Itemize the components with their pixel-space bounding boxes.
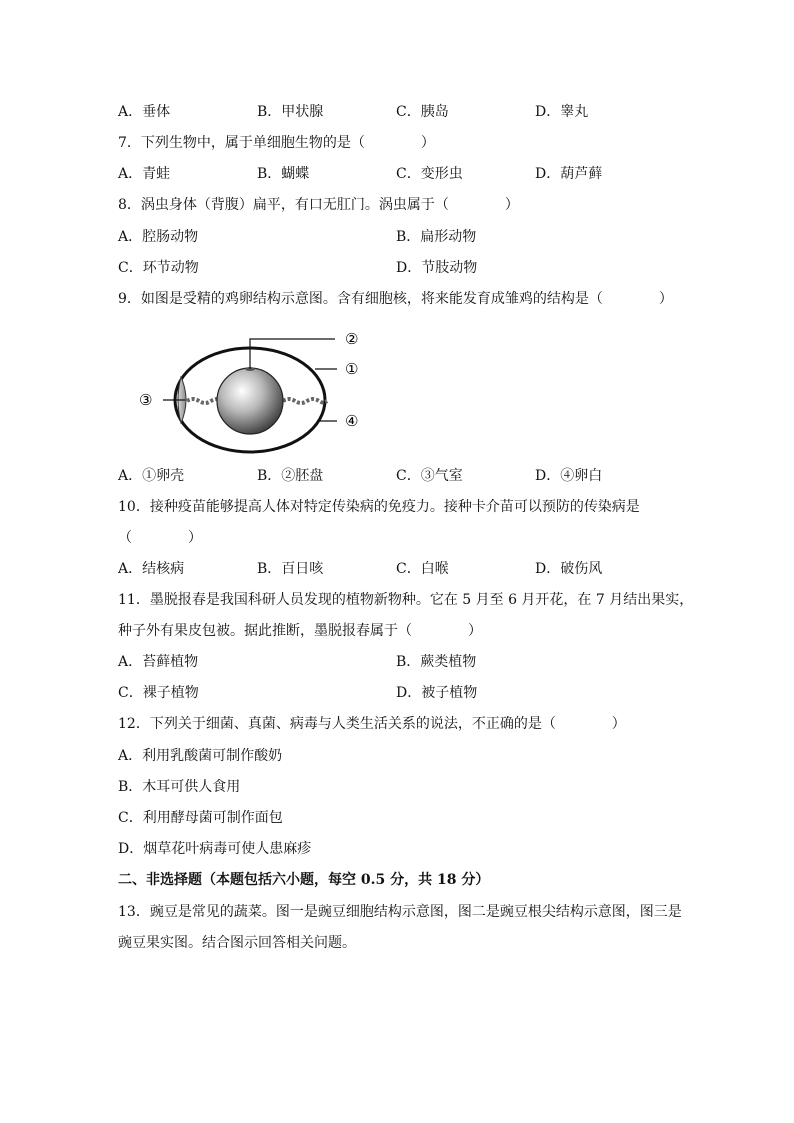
q8-option-d: D．节肢动物 [396, 260, 478, 276]
q10-option-b: B．百日咳 [257, 561, 324, 577]
q7-option-b: B．蝴蝶 [257, 166, 310, 182]
label-3: ③ [139, 391, 153, 409]
q7-option-d: D．葫芦藓 [535, 166, 603, 182]
q8-option-c: C．环节动物 [118, 260, 199, 276]
q9-option-b: B．②胚盘 [257, 468, 324, 484]
q11-stem-cont: 种子外有果皮包被。据此推断，墨脱报春属于（ ） [118, 623, 482, 639]
q12-option-a: A．利用乳酸菌可制作酸奶 [118, 748, 283, 764]
label-1: ① [345, 360, 359, 378]
q12-option-c: C．利用酵母菌可制作面包 [118, 810, 283, 826]
q11-option-d: D．被子植物 [396, 685, 478, 701]
q11-stem: 11．墨脱报春是我国科研人员发现的植物新物种。它在 5 月至 6 月开花，在 7 月结出果实， [118, 592, 694, 608]
q13-stem: 13．豌豆是常见的蔬菜。图一是豌豆细胞结构示意图，图二是豌豆根尖结构示意图，图三是 [118, 904, 682, 920]
q8-option-a: A．腔肠动物 [118, 229, 199, 245]
q10-option-c: C．白喉 [396, 561, 449, 577]
q10-option-d: D．破伤风 [535, 561, 603, 577]
q6-option-b: B．甲状腺 [257, 104, 324, 120]
q9-option-c: C．③气室 [396, 468, 463, 484]
q8-stem: 8．涡虫身体（背腹）扁平，有口无肛门。涡虫属于（ ） [118, 197, 519, 213]
label-2: ② [345, 330, 359, 348]
q12-option-b: B．木耳可供人食用 [118, 779, 241, 795]
q6-option-d: D．睾丸 [535, 104, 589, 120]
q11-option-b: B．蕨类植物 [396, 654, 477, 670]
label-4: ④ [345, 412, 359, 430]
q11-option-a: A．苔藓植物 [118, 654, 199, 670]
q9-stem: 9．如图是受精的鸡卵结构示意图。含有细胞核，将来能发育成雏鸡的结构是（ ） [118, 291, 673, 307]
yolk [217, 368, 283, 434]
q6-option-c: C．胰岛 [396, 104, 449, 120]
q10-stem: 10．接种疫苗能够提高人体对特定传染病的免疫力。接种卡介苗可以预防的传染病是 [118, 499, 640, 515]
q6-option-a: A．垂体 [118, 104, 171, 120]
q9-option-d: D．④卵白 [535, 468, 603, 484]
q8-option-b: B．扁形动物 [396, 229, 477, 245]
section-2-heading: 二、非选择题（本题包括六小题，每空 0.5 分，共 18 分） [118, 872, 490, 888]
q7-option-c: C．变形虫 [396, 166, 463, 182]
chalaza-right [283, 399, 327, 403]
egg-diagram [135, 325, 375, 460]
q12-stem: 12．下列关于细菌、真菌、病毒与人类生活关系的说法，不正确的是（ ） [118, 716, 626, 732]
q11-option-c: C．裸子植物 [118, 685, 199, 701]
q10-option-a: A．结核病 [118, 561, 185, 577]
q7-stem: 7．下列生物中，属于单细胞生物的是（ ） [118, 135, 435, 151]
q12-option-d: D．烟草花叶病毒可使人患麻疹 [118, 841, 312, 857]
q13-stem-cont: 豌豆果实图。结合图示回答相关问题。 [118, 935, 356, 951]
q9-option-a: A．①卵壳 [118, 468, 185, 484]
q7-option-a: A．青蛙 [118, 166, 171, 182]
q10-stem-cont: （ ） [118, 530, 202, 546]
